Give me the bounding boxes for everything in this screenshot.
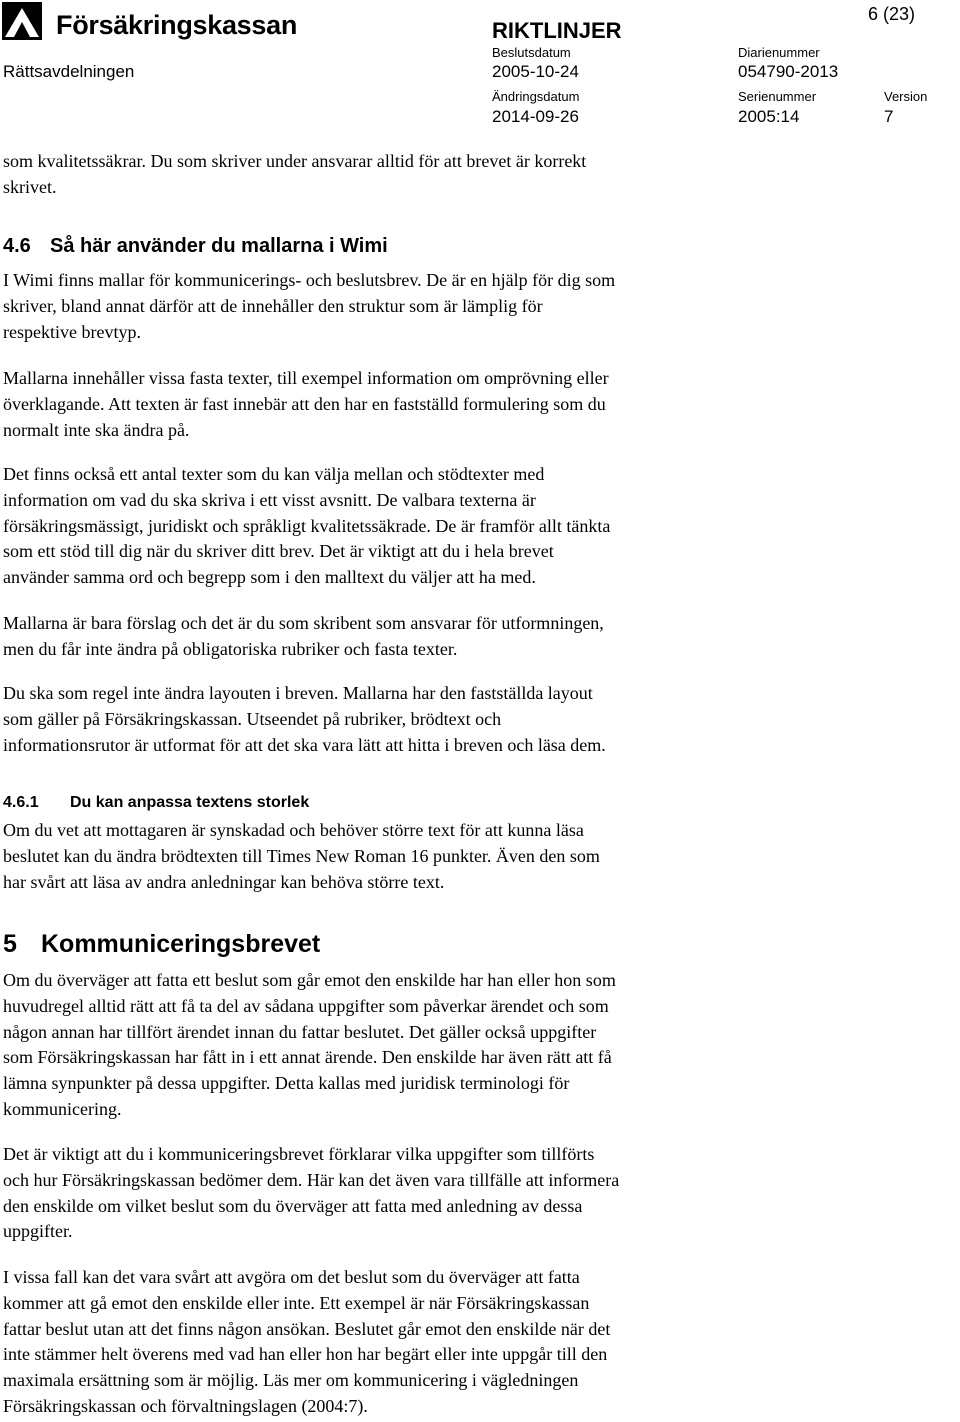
forsakringskassan-logo-icon [2, 2, 42, 40]
paragraph: Mallarna innehåller vissa fasta texter, till exempel information om omprövning eller överklagande. Att texten är fast innebär att den har en fastställd formulering som du normalt inte ska ändra på. [3, 368, 609, 440]
section-heading-4-6-1: 4.6.1 Du kan anpassa textens storlek [3, 794, 310, 811]
paragraph: I vissa fall kan det vara svårt att avgöra om det beslut som du överväger att fatta kommer att gå emot den enskilde eller inte. Ett exempel är när Försäkringskassan fattar beslut utan att det finns någon ansökan. Beslutet går emot den enskilde när det inte stämmer helt överens med vad han eller hon har begärt eller inte uppgår till den maximala ersättning som är möjlig. Läs mer om kommunicering i vägledningen Försäkringskassan och förvaltningslagen (2004:7). [3, 1267, 611, 1416]
series-label: Serienummer [738, 89, 817, 104]
paragraph: Om du överväger att fatta ett beslut som går emot den enskilde har han eller hon som huvudregel alltid rätt att få ta del av sådana uppgifter som påverkar ärendet och som någon annan har tillfört ärendet innan du fattar beslutet. Det gäller också uppgifter som Försäkringskassan har fått in i ett annat ärende. Den enskilde har även rätt att få lämna synpunkter på dessa uppgifter. Detta kallas med juridisk terminologi för kommunicering. [3, 970, 616, 1119]
reg-no: 054790-2013 [738, 62, 839, 81]
version-label: Version [884, 89, 928, 104]
section-heading-4-6: 4.6 Så här använder du mallarna i Wimi [3, 235, 388, 257]
department: Rättsavdelningen [3, 62, 135, 81]
page-number: 6 (23) [868, 4, 916, 24]
changed-date-label: Ändringsdatum [492, 89, 580, 104]
paragraph: Du ska som regel inte ändra layouten i breven. Mallarna har den fastställda layout som gäller på Försäkringskassan. Utseendet på rubriker, brödtext och informationsrutor är utformat för att det ska vara lätt att hitta i breven och läsa dem. [3, 683, 606, 755]
paragraph: Mallarna är bara förslag och det är du som skribent som ansvarar för utformningen, men du får inte ändra på obligatoriska rubriker och fasta texter. [3, 613, 604, 659]
changed-date: 2014-09-26 [492, 107, 579, 126]
series-number: 2005:14 [738, 107, 800, 126]
version-number: 7 [884, 107, 894, 126]
decision-date: 2005-10-24 [492, 62, 579, 81]
decision-date-label: Beslutsdatum [492, 45, 571, 60]
section-heading-5: 5 Kommuniceringsbrevet [3, 930, 321, 958]
reg-no-label: Diarienummer [738, 45, 820, 60]
paragraph-continued: som kvalitetssäkrar. Du som skriver under ansvarar alltid för att brevet är korrekt skrivet. [3, 151, 587, 197]
paragraph: Om du vet att mottagaren är synskadad och behöver större text för att kunna läsa beslutet kan du ändra brödtexten till Times New Roman 16 punkter. Även den som har svårt att läsa av andra anledningar kan behöva större text. [3, 820, 600, 892]
document-type: RIKTLINJER [492, 18, 622, 43]
paragraph: Det finns också ett antal texter som du kan välja mellan och stödtexter med information om vad du ska skriva i ett visst avsnitt. De valbara texterna är försäkringsmässigt, juridiskt och språkligt kvalitetssäkrade. De är framför allt tänkta som ett stöd till dig när du skriver ditt brev. Det är viktigt att du i hela brevet använder samma ord och begrepp som i den malltext du väljer att ha med. [3, 464, 611, 588]
brand-name: Försäkringskassan [56, 10, 298, 40]
paragraph: I Wimi finns mallar för kommunicerings- och beslutsbrev. De är en hjälp för dig som skriver, bland annat därför att de innehåller den struktur som är lämplig för respektive brevtyp. [3, 270, 616, 342]
paragraph: Det är viktigt att du i kommuniceringsbrevet förklarar vilka uppgifter som tillförts och hur Försäkringskassan bedömer dem. Här kan det även vara tillfälle att informera den enskilde om vilket beslut som du överväger att fatta med anledning av dessa uppgifter. [3, 1144, 620, 1242]
